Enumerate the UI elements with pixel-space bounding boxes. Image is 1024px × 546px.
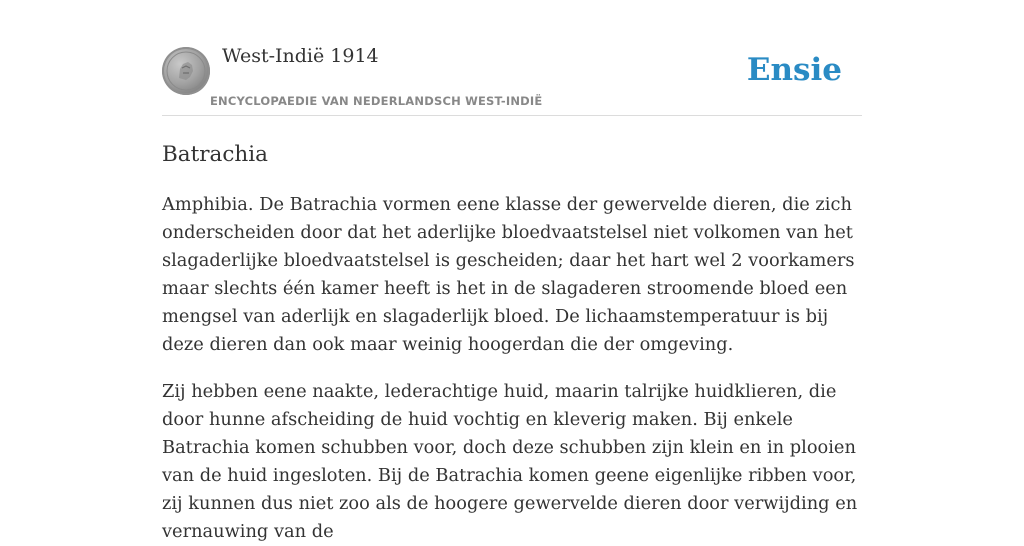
article: [162, 139, 862, 546]
brand-logo[interactable]: Ensie: [746, 52, 842, 88]
coin-icon[interactable]: [162, 47, 210, 95]
header: [162, 40, 862, 116]
article-body: [162, 191, 862, 546]
source-subtitle: ENCYCLOPAEDIE VAN NEDERLANDSCH WEST-INDIË: [210, 94, 543, 108]
article-title: Batrachia: [162, 142, 268, 167]
paragraph: Amphibia. De Batrachia vormen eene klasse der gewervelde dieren, die zich onderscheiden door dat het aderlijke bloedvaatstelsel niet volkomen van het slagaderlijke bloedvaatstelsel is gescheiden; daar het hart wel 2 voorkamers maar slechts één kamer heeft is het in de slagaderen stroomende bloed een mengsel van aderlijk en slagaderlijk bloed. De lichaamstemperatuur is bij deze dieren dan ook maar weinig hoogerdan die der omgeving.: [162, 194, 855, 355]
source-title[interactable]: West-Indië 1914: [222, 45, 379, 67]
paragraph: Zij hebben eene naakte, lederachtige huid, maarin talrijke huidklieren, die door hunne afscheiding de huid vochtig en kleverig maken. Bij enkele Batrachia komen schubben voor, doch deze schubben zijn klein en in plooien van de huid ingesloten. Bij de Batrachia komen geene eigenlijke ribben voor, zij kunnen dus niet zoo als de hoogere gewervelde dieren door verwijding en vernauwing van de: [162, 381, 858, 542]
